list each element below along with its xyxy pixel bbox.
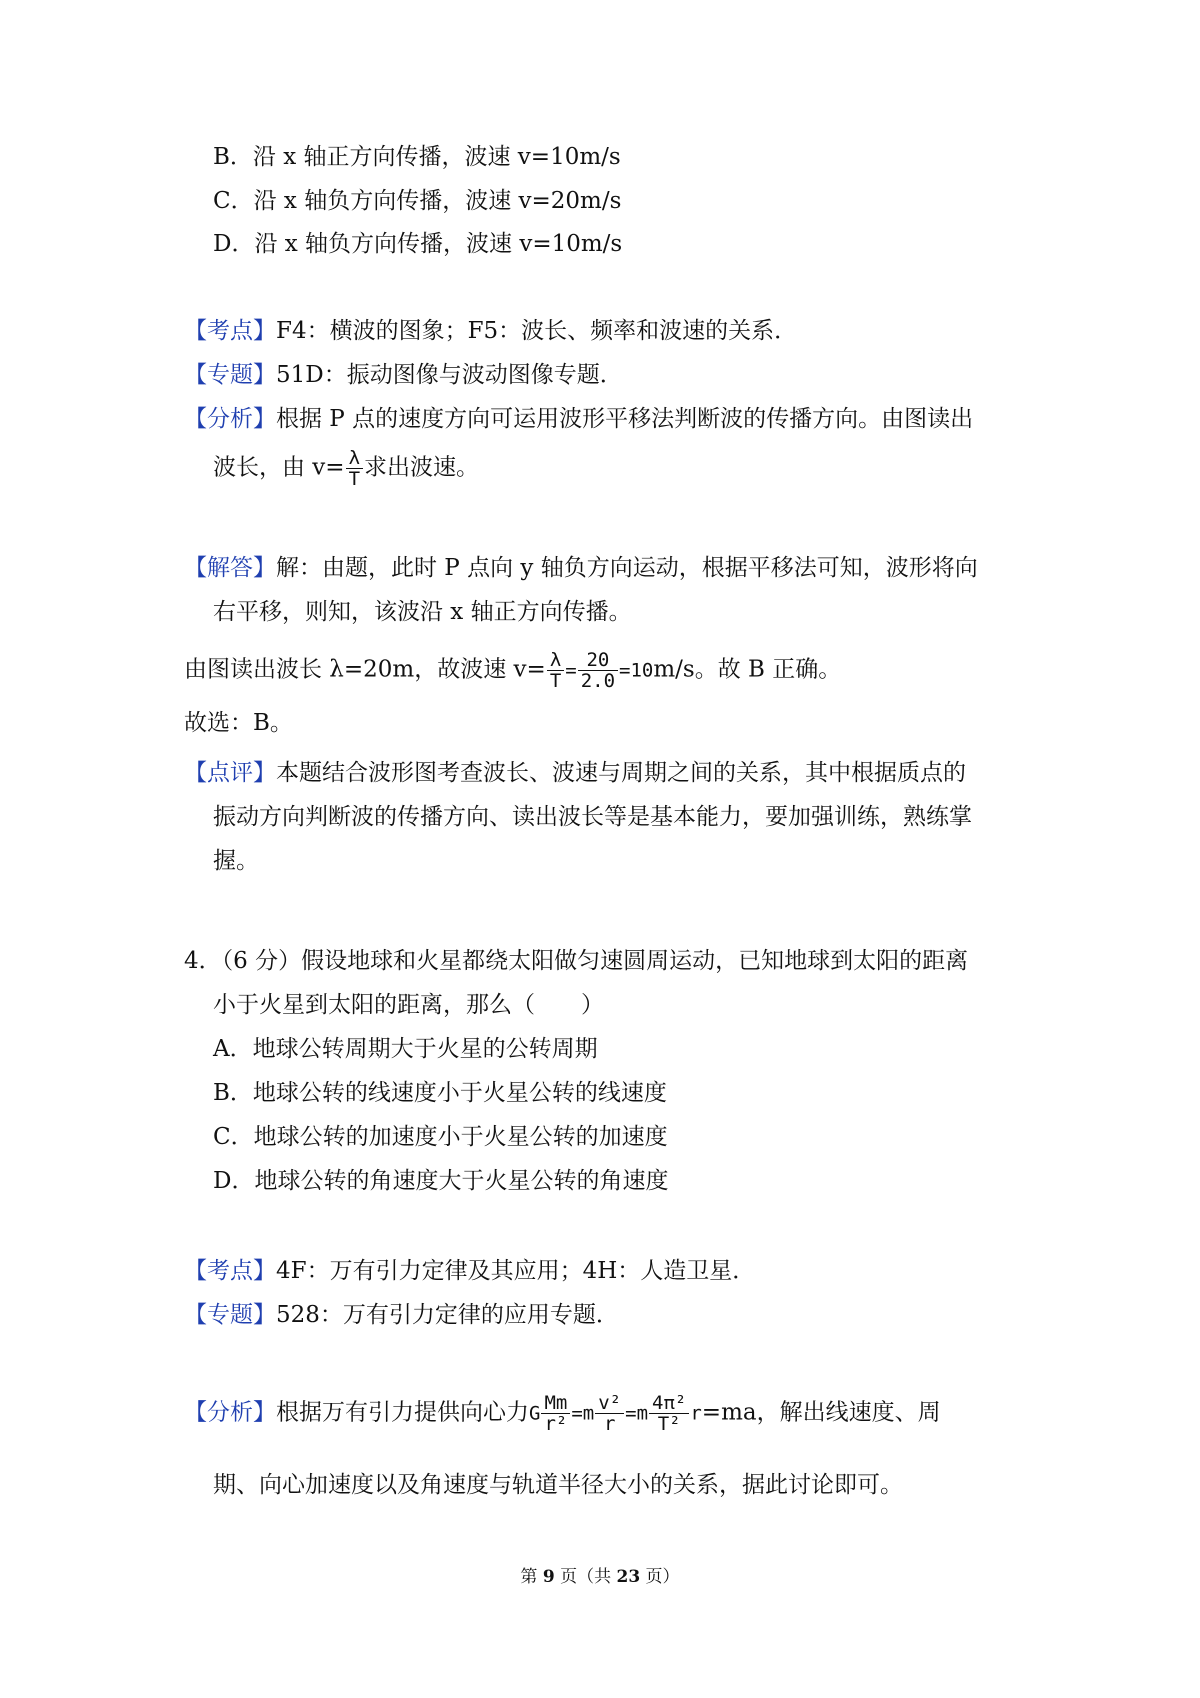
kaodian-tag: 【考点】	[184, 1258, 276, 1284]
dianping-line1: 本题结合波形图考查波长、波速与周期之间的关系，其中根据质点的	[276, 760, 966, 786]
fraction-v2-over-r	[595, 1393, 624, 1434]
q3-dianping-line3: 握。	[213, 848, 259, 874]
jieda-tag: 【解答】	[184, 555, 276, 581]
frac-numerator: λ	[547, 650, 564, 671]
frac-numerator: λ	[346, 448, 363, 469]
q3-option-b: B．沿 x 轴正方向传播，波速 v=10m/s	[213, 144, 621, 170]
q3-calc	[184, 650, 841, 691]
fenxi-tag: 【分析】	[184, 1399, 276, 1426]
zhuanti-text: 528：万有引力定律的应用专题．	[276, 1302, 619, 1328]
q3-option-d: D．沿 x 轴负方向传播，波速 v=10m/s	[213, 231, 623, 257]
radius-r: r	[690, 1402, 702, 1425]
q3-jieda	[184, 553, 978, 583]
page-number: 9	[542, 1567, 555, 1587]
frac-denominator: T	[348, 468, 361, 490]
frac-denominator: T²	[657, 1413, 681, 1435]
frac-denominator: T	[549, 670, 562, 692]
q4-stem-line2: 小于火星到太阳的距离，那么（ ）	[213, 992, 604, 1018]
fraction-mm-over-r2	[541, 1393, 570, 1434]
fenxi-line2-pre: 波长，由 v=	[213, 454, 345, 481]
dianping-tag: 【点评】	[184, 760, 276, 786]
q3-dianping-line2: 振动方向判断波的传播方向、读出波长等是基本能力，要加强训练，熟练掌	[213, 804, 972, 830]
q3-kaodian	[184, 316, 797, 346]
frac-numerator: 4π²	[649, 1393, 689, 1414]
equals-ten: =10	[619, 659, 654, 682]
jieda-line1: 解：由题，此时 P 点向 y 轴负方向运动，根据平移法可知，波形将向	[276, 555, 978, 581]
frac-denominator: r	[603, 1413, 616, 1435]
q3-fenxi-line2	[213, 448, 479, 489]
fenxi-line2-post: 求出波速。	[364, 454, 480, 481]
frac-numerator: v²	[595, 1393, 624, 1414]
q4-kaodian	[184, 1256, 755, 1286]
q3-jieda-line2: 右平移，则知，该波沿 x 轴正方向传播。	[213, 599, 632, 625]
q3-option-c: C．沿 x 轴负方向传播，波速 v=20m/s	[213, 188, 622, 214]
zhuanti-tag: 【专题】	[184, 362, 276, 388]
frac-numerator: 20	[578, 650, 618, 671]
kaodian-tag: 【考点】	[184, 318, 276, 344]
frac-numerator: Mm	[541, 1393, 570, 1414]
q3-answer: 故选：B。	[184, 710, 293, 736]
q3-dianping	[184, 758, 966, 788]
footer-middle: 页（共	[554, 1567, 617, 1587]
equals-sign: =	[565, 659, 577, 682]
page-footer	[0, 1565, 1200, 1589]
fraction-4pi2-over-t2	[649, 1393, 689, 1434]
total-pages: 23	[616, 1567, 641, 1587]
q3-fenxi	[184, 404, 973, 434]
fenxi-pre: 根据万有引力提供向心力	[276, 1399, 529, 1426]
kaodian-text: F4：横波的图象；F5：波长、频率和波速的关系．	[276, 318, 798, 344]
kaodian-text: 4F：万有引力定律及其应用；4H：人造卫星．	[276, 1258, 756, 1284]
equals-m: =m	[625, 1402, 649, 1425]
q4-option-b: B．地球公转的线速度小于火星公转的线速度	[213, 1080, 667, 1106]
q4-fenxi-line2: 期、向心加速度以及角速度与轨道半径大小的关系，据此讨论即可。	[213, 1472, 903, 1498]
frac-denominator: 2.0	[580, 670, 616, 692]
fenxi-tag: 【分析】	[184, 406, 276, 432]
q3-zhuanti	[184, 360, 623, 390]
q4-fenxi	[184, 1393, 941, 1434]
q4-stem-line1: 4．（6 分）假设地球和火星都绕太阳做匀速圆周运动，已知地球到太阳的距离	[184, 948, 969, 974]
q4-option-c: C．地球公转的加速度小于火星公转的加速度	[213, 1124, 668, 1150]
gravity-constant: G	[529, 1402, 541, 1425]
q4-option-a: A．地球公转周期大于火星的公转周期	[213, 1036, 598, 1062]
equals-m: =m	[571, 1402, 595, 1425]
fraction-lambda-over-t	[346, 448, 363, 489]
zhuanti-tag: 【专题】	[184, 1302, 276, 1328]
fraction-lambda-over-t	[547, 650, 564, 691]
frac-denominator: r²	[544, 1413, 568, 1435]
calc-pre: 由图读出波长 λ=20m，故波速 v=	[184, 656, 546, 683]
fenxi-post: =ma，解出线速度、周	[701, 1399, 941, 1426]
q4-option-d: D．地球公转的角速度大于火星公转的角速度	[213, 1168, 669, 1194]
q4-zhuanti	[184, 1300, 619, 1330]
fenxi-line1: 根据 P 点的速度方向可运用波形平移法判断波的传播方向。由图读出	[276, 406, 974, 432]
calc-post: m/s。故 B 正确。	[653, 656, 842, 683]
footer-suffix: 页）	[640, 1567, 680, 1587]
footer-prefix: 第	[520, 1567, 543, 1587]
zhuanti-text: 51D：振动图像与波动图像专题．	[276, 362, 623, 388]
fraction-20-over-2	[578, 650, 618, 691]
